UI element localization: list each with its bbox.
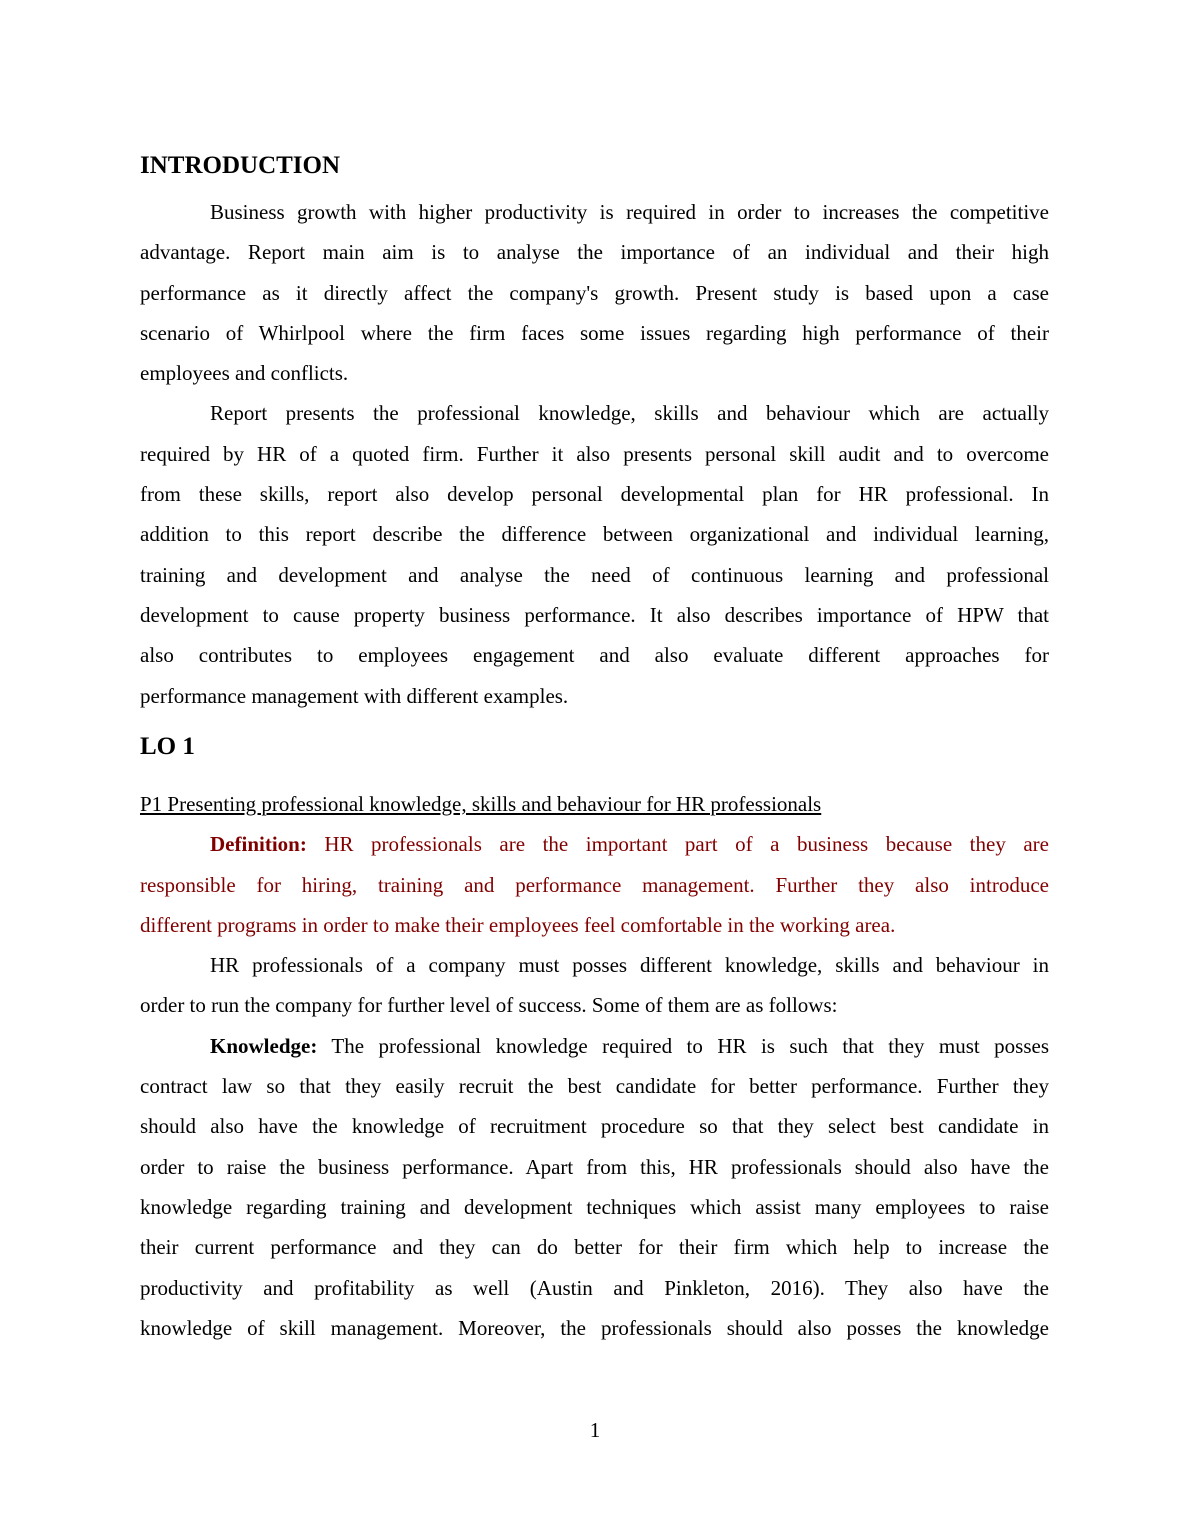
line-text: contract law so that they easily recruit the best candidate for better performance. Further they <box>140 1074 1049 1099</box>
line-text: HR professionals of a company must posses different knowledge, skills and behaviour in <box>210 953 1049 978</box>
text-line <box>140 1227 1049 1267</box>
text-line <box>140 905 1049 945</box>
line-text: HR professionals are the important part of a business because they are <box>306 832 1049 857</box>
text-line <box>140 824 1049 864</box>
subheading-p1: P1 Presenting professional knowledge, skills and behaviour for HR professionals <box>140 792 822 816</box>
text-line: scenario of Whirlpool where the firm faces some issues regarding high performance of their <box>140 320 1049 345</box>
paragraph <box>140 393 1049 715</box>
text-line: performance as it directly affect the company's growth. Present study is based upon a case <box>140 280 1049 305</box>
line-text: should also have the knowledge of recruitment procedure so that they select best candidate in <box>140 1114 1049 1139</box>
lead-term: Definition: <box>210 832 307 857</box>
text-line: required by HR of a quoted firm. Further it also presents personal skill audit and to overcome <box>140 441 1049 466</box>
definition-paragraph <box>140 824 1049 945</box>
text-line: from these skills, report also develop personal developmental plan for HR professional. In <box>140 482 1049 507</box>
text-line <box>140 865 1049 905</box>
line-text: The professional knowledge required to HR is such that they must posses <box>317 1033 1049 1058</box>
text-line: addition to this report describe the difference between organizational and individual learning, <box>140 522 1049 547</box>
line-text: responsible for hiring, training and performance management. Further they also introduce <box>140 872 1049 897</box>
paragraph <box>140 945 1049 1026</box>
line-text: different programs in order to make their employees feel comfortable in the working area. <box>140 912 896 937</box>
paragraph <box>140 192 1049 393</box>
text-line <box>140 1147 1049 1187</box>
text-line <box>140 1066 1049 1106</box>
text-line <box>140 1026 1049 1066</box>
text-line: advantage. Report main aim is to analyse the importance of an individual and their high <box>140 240 1049 265</box>
line-text: their current performance and they can do better for their firm which help to increase the <box>140 1235 1049 1260</box>
text-line: employees and conflicts. <box>140 361 349 386</box>
lo1-section <box>140 784 1049 1348</box>
line-text: knowledge regarding training and development techniques which assist many employees to raise <box>140 1194 1049 1219</box>
text-line: Report presents the professional knowledge, skills and behaviour which are actually <box>210 401 1049 426</box>
text-line: development to cause property business performance. It also describes importance of HPW that <box>140 602 1049 627</box>
text-line <box>140 945 1049 985</box>
text-line <box>140 1308 1049 1348</box>
paragraph <box>140 1026 1049 1348</box>
heading-lo1: LO 1 <box>140 733 195 760</box>
text-line: also contributes to employees engagement and also evaluate different approaches for <box>140 643 1049 668</box>
text-line: performance management with different examples. <box>140 683 569 708</box>
page-number: 1 <box>589 1418 601 1442</box>
text-line: Business growth with higher productivity is required in order to increases the competitive <box>210 200 1049 224</box>
text-line <box>140 985 1049 1025</box>
introduction-section <box>140 192 1049 716</box>
line-text: order to run the company for further level of success. Some of them are as follows: <box>140 993 838 1018</box>
line-text: knowledge of skill management. Moreover, the professionals should also posses the knowledge <box>140 1315 1049 1340</box>
text-line: training and development and analyse the need of continuous learning and professional <box>140 562 1049 587</box>
text-line <box>140 1268 1049 1308</box>
line-text: productivity and profitability as well (Austin and Pinkleton, 2016). They also have the <box>140 1275 1049 1300</box>
heading-introduction: INTRODUCTION <box>140 152 341 179</box>
line-text: order to raise the business performance. Apart from this, HR professionals should also have the <box>140 1154 1049 1179</box>
text-line <box>140 1106 1049 1146</box>
lead-term: Knowledge: <box>210 1033 318 1058</box>
text-line <box>140 1187 1049 1227</box>
